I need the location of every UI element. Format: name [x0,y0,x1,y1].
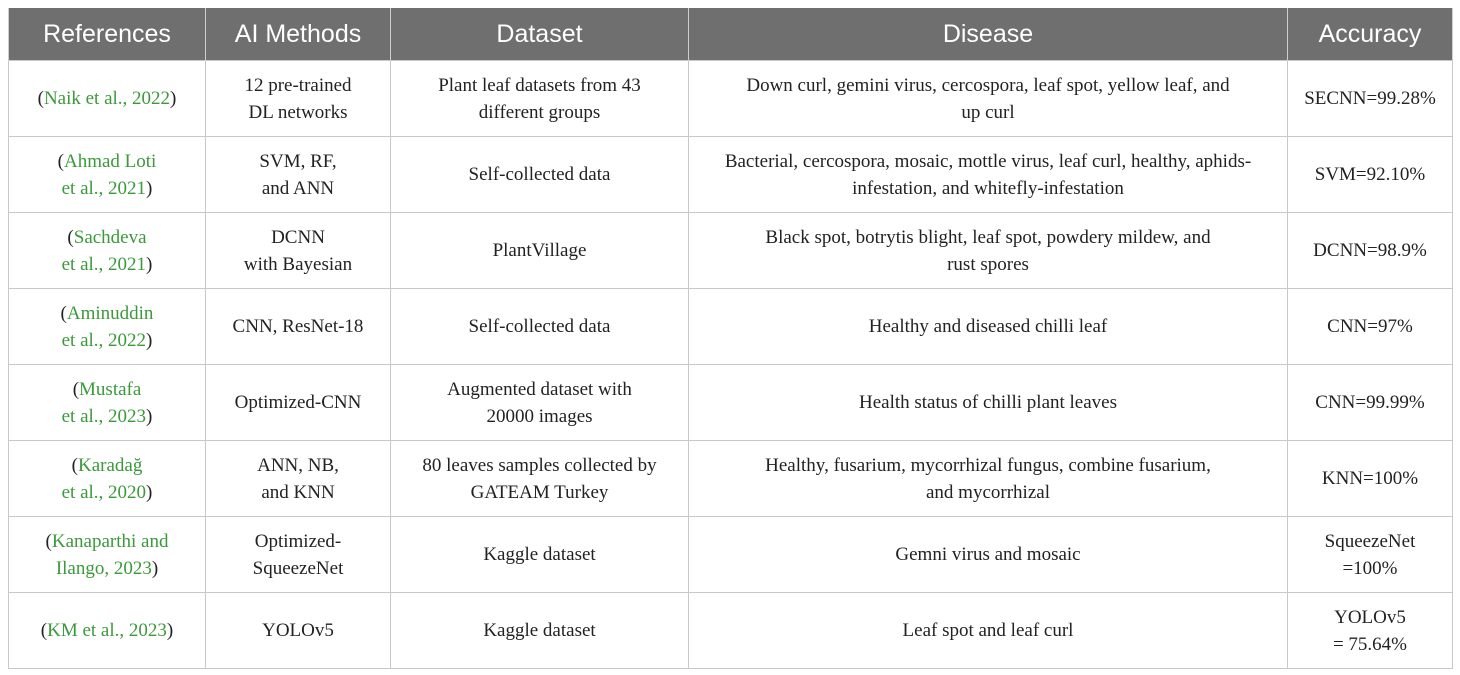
disease-cell: Health status of chilli plant leaves [689,365,1288,441]
column-header-disease: Disease [689,8,1288,61]
citation-link[interactable]: Karadağ et al., 2020 [61,454,147,503]
column-header-references: References [9,8,206,61]
table-row [9,517,1453,593]
disease-cell: Healthy and diseased chilli leaf [689,289,1288,365]
table-row [9,213,1453,289]
accuracy-cell: DCNN=98.9% [1288,213,1453,289]
accuracy-cell: SqueezeNet =100% [1288,517,1453,593]
reference-cell: (Karadağ et al., 2020) [9,441,206,517]
table-row [9,61,1453,137]
reference-cell: (KM et al., 2023) [9,593,206,669]
reference-cell: (Sachdeva et al., 2021) [9,213,206,289]
method-cell: DCNN with Bayesian [206,213,391,289]
method-cell: ANN, NB, and KNN [206,441,391,517]
accuracy-cell: SECNN=99.28% [1288,61,1453,137]
reference-cell: (Ahmad Loti et al., 2021) [9,137,206,213]
dataset-cell: PlantVillage [391,213,689,289]
method-cell: SVM, RF, and ANN [206,137,391,213]
accuracy-cell: YOLOv5 = 75.64% [1288,593,1453,669]
citation-link[interactable]: Kanaparthi and Ilango, 2023 [51,530,169,579]
dataset-cell: Plant leaf datasets from 43 different groups [391,61,689,137]
column-header-ai-methods: AI Methods [206,8,391,61]
table-row [9,593,1453,669]
disease-cell: Leaf spot and leaf curl [689,593,1288,669]
dataset-cell: Kaggle dataset [391,517,689,593]
dataset-cell: Kaggle dataset [391,593,689,669]
dataset-cell: Augmented dataset with 20000 images [391,365,689,441]
accuracy-cell: KNN=100% [1288,441,1453,517]
column-header-dataset: Dataset [391,8,689,61]
citation-link[interactable]: KM et al., 2023 [47,620,167,641]
table-row [9,441,1453,517]
disease-cell: Healthy, fusarium, mycorrhizal fungus, combine fusarium, and mycorrhizal [689,441,1288,517]
method-cell: Optimized-CNN [206,365,391,441]
accuracy-cell: SVM=92.10% [1288,137,1453,213]
citation-link[interactable]: Naik et al., 2022 [43,88,171,109]
accuracy-cell: CNN=97% [1288,289,1453,365]
column-header-accuracy: Accuracy [1288,8,1453,61]
table-row [9,289,1453,365]
citation-link[interactable]: Sachdeva et al., 2021 [61,226,147,275]
comparison-table [8,8,1453,669]
disease-cell: Down curl, gemini virus, cercospora, leaf spot, yellow leaf, and up curl [689,61,1288,137]
method-cell: 12 pre-trained DL networks [206,61,391,137]
citation-link[interactable]: Mustafa et al., 2023 [61,378,147,427]
method-cell: Optimized- SqueezeNet [206,517,391,593]
table-body [9,61,1453,669]
dataset-cell: 80 leaves samples collected by GATEAM Turkey [391,441,689,517]
reference-cell: (Mustafa et al., 2023) [9,365,206,441]
method-cell: CNN, ResNet-18 [206,289,391,365]
disease-cell: Gemni virus and mosaic [689,517,1288,593]
citation-link[interactable]: Ahmad Loti et al., 2021 [61,150,157,199]
dataset-cell: Self-collected data [391,137,689,213]
method-cell: YOLOv5 [206,593,391,669]
table-row [9,365,1453,441]
disease-cell: Bacterial, cercospora, mosaic, mottle virus, leaf curl, healthy, aphids- infestation, and whitefly-infestation [689,137,1288,213]
reference-cell: (Aminuddin et al., 2022) [9,289,206,365]
reference-cell: (Kanaparthi and Ilango, 2023) [9,517,206,593]
reference-cell: (Naik et al., 2022) [9,61,206,137]
citation-link[interactable]: Aminuddin et al., 2022 [61,302,154,351]
table-row [9,137,1453,213]
dataset-cell: Self-collected data [391,289,689,365]
header-row [9,8,1453,61]
accuracy-cell: CNN=99.99% [1288,365,1453,441]
disease-cell: Black spot, botrytis blight, leaf spot, powdery mildew, and rust spores [689,213,1288,289]
